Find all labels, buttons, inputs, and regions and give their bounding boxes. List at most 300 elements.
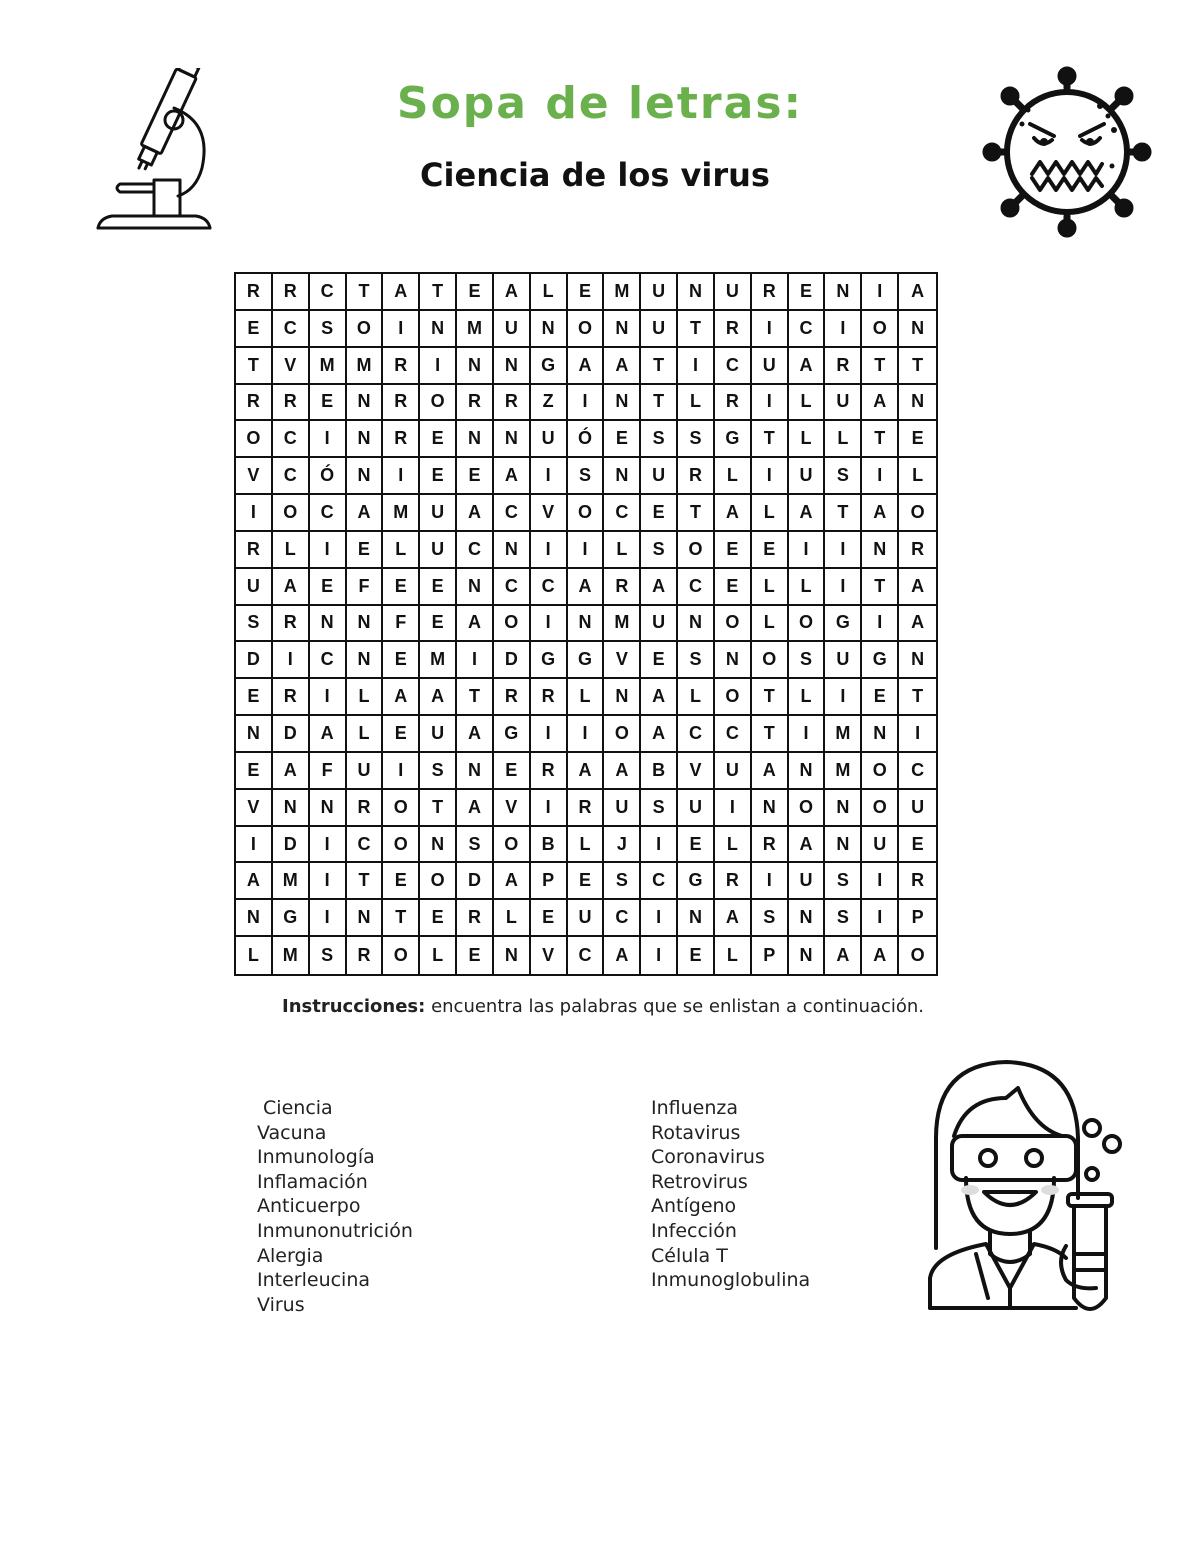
grid-cell: E (641, 495, 678, 532)
grid-cell: O (383, 937, 420, 974)
grid-cell: N (494, 421, 531, 458)
grid-cell: N (457, 348, 494, 385)
grid-cell: R (273, 679, 310, 716)
grid-cell: L (531, 274, 568, 311)
grid-cell: N (789, 937, 826, 974)
grid-cell: S (752, 900, 789, 937)
scientist-icon (926, 1058, 1126, 1322)
grid-cell: C (273, 311, 310, 348)
grid-cell: T (752, 679, 789, 716)
grid-cell: R (273, 274, 310, 311)
grid-cell: A (899, 274, 936, 311)
grid-cell: U (420, 495, 457, 532)
grid-cell: U (752, 348, 789, 385)
grid-cell: B (531, 827, 568, 864)
grid-cell: N (899, 311, 936, 348)
grid-cell: R (457, 385, 494, 422)
grid-cell: I (641, 827, 678, 864)
grid-cell: N (825, 790, 862, 827)
grid-cell: S (678, 421, 715, 458)
grid-cell: I (825, 569, 862, 606)
grid-cell: T (641, 385, 678, 422)
grid-cell: R (752, 827, 789, 864)
grid-cell: L (568, 679, 605, 716)
page-title: Sopa de letras: (396, 78, 804, 129)
word-list-item: Inmunoglobulina (651, 1269, 811, 1292)
grid-cell: S (236, 606, 273, 643)
grid-cell: I (825, 679, 862, 716)
grid-cell: E (899, 421, 936, 458)
grid-cell: E (236, 311, 273, 348)
grid-cell: I (789, 716, 826, 753)
grid-cell: R (899, 863, 936, 900)
grid-cell: M (310, 348, 347, 385)
grid-cell: N (604, 311, 641, 348)
grid-cell: T (752, 421, 789, 458)
grid-cell: R (383, 421, 420, 458)
grid-cell: O (347, 311, 384, 348)
grid-cell: I (531, 790, 568, 827)
grid-cell: U (715, 274, 752, 311)
grid-cell: O (715, 679, 752, 716)
grid-cell: G (715, 421, 752, 458)
grid-cell: V (273, 348, 310, 385)
grid-cell: O (862, 753, 899, 790)
grid-cell: C (310, 642, 347, 679)
grid-cell: N (604, 385, 641, 422)
grid-cell: A (273, 569, 310, 606)
instructions-text: encuentra las palabras que se enlistan a continuación. (425, 996, 925, 1017)
grid-cell: I (310, 827, 347, 864)
grid-cell: N (420, 311, 457, 348)
grid-cell: O (420, 385, 457, 422)
grid-cell: A (494, 863, 531, 900)
grid-cell: C (457, 532, 494, 569)
word-list-item: Inflamación (257, 1170, 368, 1193)
grid-cell: N (862, 716, 899, 753)
grid-cell: A (862, 495, 899, 532)
grid-cell: N (752, 790, 789, 827)
grid-cell: I (862, 458, 899, 495)
grid-cell: R (347, 937, 384, 974)
grid-cell: T (752, 716, 789, 753)
grid-cell: A (641, 716, 678, 753)
grid-cell: N (604, 458, 641, 495)
grid-cell: V (531, 495, 568, 532)
grid-cell: L (420, 937, 457, 974)
grid-cell: I (825, 311, 862, 348)
grid-cell: N (457, 421, 494, 458)
grid-cell: V (236, 458, 273, 495)
grid-cell: M (273, 863, 310, 900)
grid-cell: E (420, 569, 457, 606)
grid-cell: E (420, 458, 457, 495)
grid-cell: N (825, 827, 862, 864)
grid-cell: S (568, 458, 605, 495)
grid-cell: D (273, 716, 310, 753)
grid-cell: A (347, 495, 384, 532)
grid-cell: O (678, 532, 715, 569)
grid-cell: U (236, 569, 273, 606)
grid-cell: E (715, 532, 752, 569)
grid-cell: R (236, 385, 273, 422)
grid-cell: I (862, 274, 899, 311)
grid-cell: O (715, 606, 752, 643)
grid-cell: U (641, 274, 678, 311)
grid-cell: I (752, 863, 789, 900)
grid-cell: A (383, 679, 420, 716)
grid-cell: E (347, 532, 384, 569)
grid-cell: N (715, 642, 752, 679)
grid-cell: T (678, 311, 715, 348)
grid-cell: E (383, 716, 420, 753)
grid-cell: S (310, 937, 347, 974)
grid-cell: E (457, 937, 494, 974)
grid-cell: L (752, 606, 789, 643)
grid-cell: M (383, 495, 420, 532)
grid-cell: M (825, 716, 862, 753)
word-list-item: Antígeno (651, 1195, 737, 1218)
grid-cell: O (236, 421, 273, 458)
grid-cell: E (752, 532, 789, 569)
grid-cell: L (825, 421, 862, 458)
instructions-label: Instrucciones: (282, 996, 426, 1017)
grid-cell: R (604, 569, 641, 606)
word-list-item: Célula T (651, 1244, 728, 1267)
grid-cell: T (383, 900, 420, 937)
grid-cell: E (383, 642, 420, 679)
word-list-item: Alergia (257, 1244, 324, 1267)
grid-cell: S (641, 421, 678, 458)
grid-cell: E (531, 900, 568, 937)
grid-cell: N (604, 679, 641, 716)
grid-cell: I (531, 532, 568, 569)
grid-cell: C (715, 716, 752, 753)
grid-cell: O (789, 606, 826, 643)
grid-cell: E (641, 642, 678, 679)
grid-cell: R (273, 606, 310, 643)
word-list-item: Inmunología (257, 1146, 375, 1169)
grid-cell: S (310, 311, 347, 348)
grid-cell: A (568, 753, 605, 790)
grid-cell: E (568, 863, 605, 900)
grid-cell: A (310, 716, 347, 753)
grid-cell: I (310, 679, 347, 716)
grid-cell: V (678, 753, 715, 790)
grid-cell: L (752, 569, 789, 606)
grid-cell: E (862, 679, 899, 716)
grid-cell: T (678, 495, 715, 532)
grid-cell: N (347, 900, 384, 937)
grid-cell: T (457, 679, 494, 716)
grid-cell: O (568, 495, 605, 532)
grid-cell: U (825, 642, 862, 679)
grid-cell: U (420, 716, 457, 753)
grid-cell: T (825, 495, 862, 532)
grid-cell: L (789, 421, 826, 458)
word-list-item: Retrovirus (651, 1170, 748, 1193)
grid-cell: L (678, 679, 715, 716)
grid-cell: U (789, 863, 826, 900)
grid-cell: I (236, 827, 273, 864)
grid-cell: R (531, 679, 568, 716)
grid-cell: G (273, 900, 310, 937)
grid-cell: I (383, 311, 420, 348)
grid-cell: N (310, 790, 347, 827)
grid-cell: R (494, 679, 531, 716)
grid-cell: S (825, 900, 862, 937)
grid-cell: C (494, 569, 531, 606)
grid-cell: M (273, 937, 310, 974)
grid-cell: T (236, 348, 273, 385)
grid-cell: O (789, 790, 826, 827)
grid-cell: C (899, 753, 936, 790)
grid-cell: I (752, 458, 789, 495)
grid-cell: O (862, 790, 899, 827)
grid-cell: A (568, 569, 605, 606)
word-list-item: Vacuna (257, 1121, 327, 1144)
grid-cell: N (236, 900, 273, 937)
grid-cell: R (457, 900, 494, 937)
grid-cell: I (310, 900, 347, 937)
grid-cell: L (273, 532, 310, 569)
grid-cell: I (531, 606, 568, 643)
grid-cell: F (347, 569, 384, 606)
grid-cell: U (641, 311, 678, 348)
grid-cell: E (457, 458, 494, 495)
grid-cell: U (641, 458, 678, 495)
grid-cell: P (899, 900, 936, 937)
grid-cell: A (457, 495, 494, 532)
grid-cell: E (678, 827, 715, 864)
grid-cell: O (383, 827, 420, 864)
grid-cell: N (678, 900, 715, 937)
grid-cell: D (273, 827, 310, 864)
grid-cell: I (641, 900, 678, 937)
grid-cell: L (715, 937, 752, 974)
grid-cell: E (604, 421, 641, 458)
grid-cell: I (825, 532, 862, 569)
grid-cell: G (531, 642, 568, 679)
grid-cell: I (383, 753, 420, 790)
grid-cell: I (273, 642, 310, 679)
grid-cell: M (420, 642, 457, 679)
grid-cell: E (420, 421, 457, 458)
grid-cell: E (789, 274, 826, 311)
grid-cell: N (899, 642, 936, 679)
grid-cell: V (494, 790, 531, 827)
grid-cell: R (678, 458, 715, 495)
grid-cell: L (236, 937, 273, 974)
grid-cell: O (752, 642, 789, 679)
grid-cell: S (825, 863, 862, 900)
grid-cell: T (347, 863, 384, 900)
grid-cell: I (383, 458, 420, 495)
grid-cell: C (273, 421, 310, 458)
grid-cell: N (347, 642, 384, 679)
grid-cell: C (273, 458, 310, 495)
grid-cell: L (789, 679, 826, 716)
grid-cell: E (310, 569, 347, 606)
grid-cell: R (531, 753, 568, 790)
grid-cell: L (604, 532, 641, 569)
grid-cell: T (420, 790, 457, 827)
grid-cell: A (273, 753, 310, 790)
grid-cell: S (789, 642, 826, 679)
grid-cell: I (457, 642, 494, 679)
grid-cell: O (494, 606, 531, 643)
grid-cell: T (641, 348, 678, 385)
grid-cell: I (568, 532, 605, 569)
grid-cell: O (568, 311, 605, 348)
grid-cell: L (715, 827, 752, 864)
grid-cell: Ó (568, 421, 605, 458)
grid-cell: A (715, 495, 752, 532)
grid-cell: L (678, 385, 715, 422)
grid-cell: O (899, 495, 936, 532)
grid-cell: A (789, 348, 826, 385)
grid-cell: R (715, 863, 752, 900)
word-list-item: Ciencia (257, 1097, 333, 1119)
grid-cell: M (825, 753, 862, 790)
grid-cell: N (347, 606, 384, 643)
word-list-item: Anticuerpo (257, 1195, 361, 1218)
grid-cell: T (899, 679, 936, 716)
grid-cell: A (789, 495, 826, 532)
grid-cell: U (862, 827, 899, 864)
grid-cell: S (420, 753, 457, 790)
grid-cell: I (862, 900, 899, 937)
grid-cell: G (862, 642, 899, 679)
grid-cell: S (641, 790, 678, 827)
grid-cell: P (531, 863, 568, 900)
grid-cell: T (347, 274, 384, 311)
grid-cell: R (347, 790, 384, 827)
grid-cell: I (715, 790, 752, 827)
grid-cell: N (457, 753, 494, 790)
grid-cell: C (789, 311, 826, 348)
grid-cell: N (494, 348, 531, 385)
grid-cell: T (899, 348, 936, 385)
grid-cell: N (862, 532, 899, 569)
word-list-item: Influenza (651, 1097, 739, 1119)
grid-cell: E (383, 863, 420, 900)
grid-cell: C (310, 274, 347, 311)
grid-cell: V (531, 937, 568, 974)
grid-cell: A (862, 937, 899, 974)
grid-cell: N (789, 753, 826, 790)
grid-cell: L (568, 827, 605, 864)
grid-cell: I (568, 385, 605, 422)
grid-cell: N (347, 385, 384, 422)
grid-cell: C (678, 716, 715, 753)
grid-cell: J (604, 827, 641, 864)
grid-cell: I (236, 495, 273, 532)
grid-cell: E (310, 385, 347, 422)
grid-cell: A (752, 753, 789, 790)
grid-cell: I (568, 716, 605, 753)
grid-cell: L (383, 532, 420, 569)
grid-cell: U (494, 311, 531, 348)
grid-cell: C (531, 569, 568, 606)
grid-cell: N (347, 421, 384, 458)
grid-cell: N (494, 937, 531, 974)
grid-cell: T (862, 421, 899, 458)
grid-cell: E (678, 937, 715, 974)
grid-cell: C (568, 937, 605, 974)
grid-cell: L (347, 716, 384, 753)
grid-cell: A (641, 569, 678, 606)
grid-cell: R (273, 385, 310, 422)
grid-cell: U (825, 385, 862, 422)
word-list-left (257, 1096, 413, 1317)
grid-cell: G (678, 863, 715, 900)
grid-cell: I (641, 937, 678, 974)
grid-cell: A (862, 385, 899, 422)
grid-cell: R (715, 385, 752, 422)
grid-cell: A (789, 827, 826, 864)
grid-cell: R (752, 274, 789, 311)
grid-cell: G (531, 348, 568, 385)
grid-cell: A (383, 274, 420, 311)
grid-cell: U (641, 606, 678, 643)
grid-cell: A (568, 348, 605, 385)
grid-cell: U (715, 753, 752, 790)
grid-cell: O (604, 716, 641, 753)
grid-cell: U (347, 753, 384, 790)
grid-cell: L (899, 458, 936, 495)
grid-cell: D (457, 863, 494, 900)
grid-cell: S (641, 532, 678, 569)
grid-cell: F (310, 753, 347, 790)
word-list-item: Rotavirus (651, 1121, 741, 1144)
grid-cell: N (825, 274, 862, 311)
grid-cell: Ó (310, 458, 347, 495)
grid-cell: O (494, 827, 531, 864)
grid-cell: R (383, 348, 420, 385)
grid-cell: N (678, 274, 715, 311)
grid-cell: I (789, 532, 826, 569)
grid-cell: E (715, 569, 752, 606)
grid-cell: N (568, 606, 605, 643)
grid-cell: D (494, 642, 531, 679)
grid-cell: R (568, 790, 605, 827)
grid-cell: I (862, 606, 899, 643)
grid-cell: A (457, 716, 494, 753)
grid-cell: T (420, 274, 457, 311)
grid-cell: N (236, 716, 273, 753)
grid-cell: C (715, 348, 752, 385)
instructions (282, 996, 924, 1017)
grid-cell: L (789, 569, 826, 606)
page-subtitle: Ciencia de los virus (420, 156, 770, 194)
word-list-item: Coronavirus (651, 1146, 765, 1169)
grid-cell: O (420, 863, 457, 900)
grid-cell: A (825, 937, 862, 974)
grid-cell: M (347, 348, 384, 385)
grid-cell: C (604, 900, 641, 937)
grid-cell: R (236, 274, 273, 311)
grid-cell: I (678, 348, 715, 385)
grid-cell: A (641, 679, 678, 716)
grid-cell: M (457, 311, 494, 348)
grid-cell: A (899, 606, 936, 643)
grid-cell: L (494, 900, 531, 937)
grid-cell: N (531, 311, 568, 348)
grid-cell: N (347, 458, 384, 495)
grid-cell: E (236, 753, 273, 790)
grid-cell: I (531, 458, 568, 495)
